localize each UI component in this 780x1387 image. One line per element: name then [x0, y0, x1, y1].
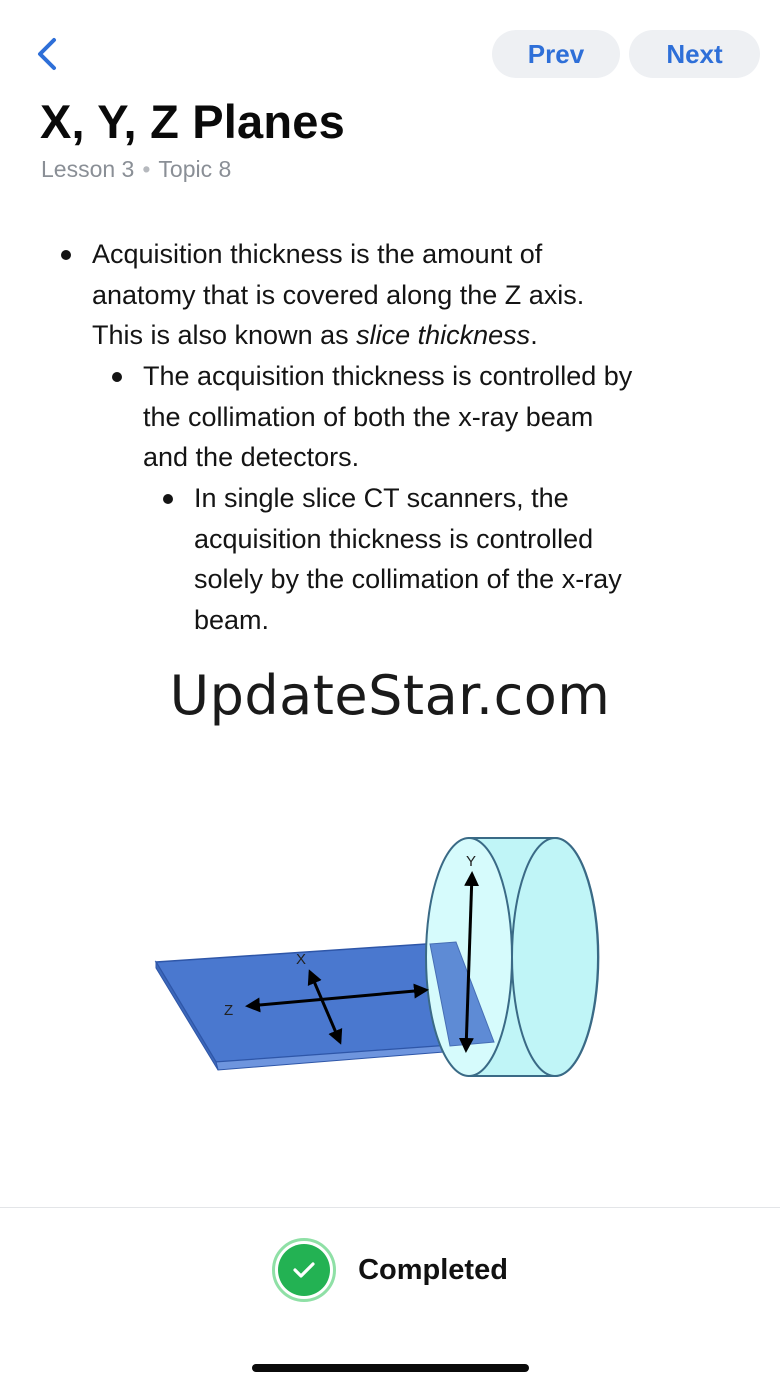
xyz-planes-diagram [150, 830, 610, 1090]
back-button[interactable] [26, 34, 66, 74]
lesson-label: Lesson 3 [41, 156, 135, 182]
home-indicator [252, 1364, 529, 1372]
z-axis-label: Z [224, 1002, 234, 1019]
watermark-text: UpdateStar.com [169, 664, 611, 727]
chevron-left-icon [34, 36, 58, 72]
next-button[interactable]: Next [629, 30, 760, 78]
bullet-dot [61, 250, 71, 260]
lesson-meta [41, 156, 231, 183]
bullet-dot [112, 372, 122, 382]
bullet-text: In single slice CT scanners, the acquisition thickness is controlled solely by the collimation of the x-ray beam. [194, 483, 622, 635]
bullet-dot [163, 494, 173, 504]
checkmark-icon [293, 1261, 315, 1279]
check-badge [278, 1244, 330, 1296]
page-title: X, Y, Z Planes [40, 95, 345, 148]
bullet-level-2 [143, 356, 763, 478]
bullet-text: The acquisition thickness is controlled by the collimation of both the x-ray beam and the detectors. [143, 361, 633, 472]
y-axis-label: Y [466, 853, 477, 870]
footer-divider [0, 1207, 780, 1208]
meta-separator: • [142, 156, 151, 182]
bullet-text: Acquisition thickness is the amount of anatomy that is covered along the Z axis. This is also known as slice thickness. [92, 239, 585, 350]
bullet-level-1 [92, 234, 732, 356]
completed-label: Completed [358, 1253, 508, 1286]
emphasis-text: slice thickness [356, 320, 531, 350]
bullet-level-3 [194, 478, 754, 640]
completed-row[interactable] [0, 1238, 780, 1302]
topic-label: Topic 8 [158, 156, 232, 182]
completed-toggle[interactable] [272, 1238, 336, 1302]
x-axis-label: X [296, 951, 307, 968]
prev-button[interactable]: Prev [492, 30, 620, 78]
